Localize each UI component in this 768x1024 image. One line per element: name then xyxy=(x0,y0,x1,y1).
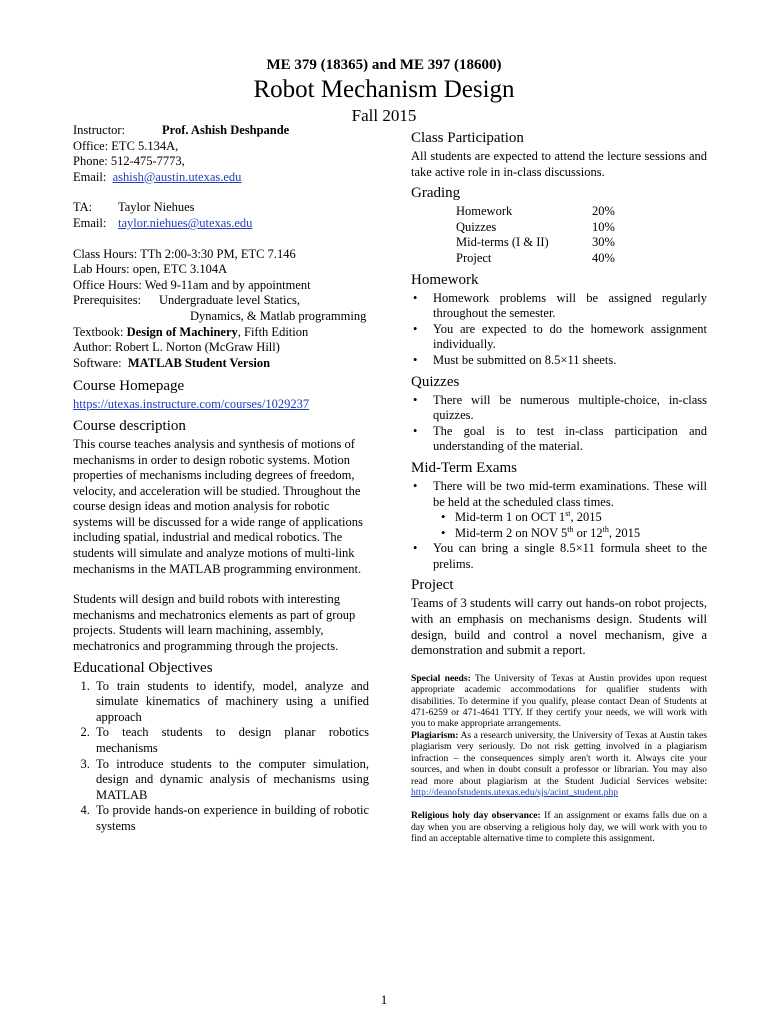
email-row xyxy=(73,170,369,186)
lab-hours: Lab Hours: open, ETC 3.104A xyxy=(73,262,228,277)
ta-email-label: Email: xyxy=(73,215,107,230)
page-number: 1 xyxy=(380,992,388,1007)
midterm-item-text: There will be two mid-term examinations. These will be held at the scheduled class times. xyxy=(433,478,707,509)
instructor-row xyxy=(73,123,369,139)
grading-item: Mid-terms (I & II) xyxy=(456,235,549,250)
description-para-1: This course teaches analysis and synthesis of motions of mechanisms in order to design robotic systems. Motion properties of mechanisms including degrees of freedom, velocity, and acceleration will be studied. Throughout the course design ideas and motion analysis for robotic systems will be discussed for a wide range of applications including spatial, industrial and medical robotics. The students will simulate and analyze motions of multi-link mechanisms in the MATLAB programming environment. xyxy=(73,436,363,576)
objective-item: 4. To provide hands-on experience in building of robotic systems xyxy=(93,803,369,834)
project-heading: Project xyxy=(411,577,454,594)
homework-heading: Homework xyxy=(411,271,479,288)
grading-heading: Grading xyxy=(411,185,461,202)
author-line: Author: Robert L. Norton (McGraw Hill) xyxy=(73,340,280,355)
prereq-row xyxy=(73,293,369,309)
textbook-row xyxy=(73,325,369,341)
holy-day-text: If an assignment or exams falls due on a day when you are observing a religious holy day, we will work with you to find an acceptable alternative time to complete this assignment. xyxy=(411,810,708,845)
course-term: Fall 2015 xyxy=(351,106,417,125)
grading-weight: 20% xyxy=(592,204,615,219)
email-label: Email: xyxy=(73,169,113,184)
participation-heading: Class Participation xyxy=(411,130,524,146)
objectives-list xyxy=(73,679,369,835)
midterms-heading: Mid-Term Exams xyxy=(411,459,518,476)
holy-day-note xyxy=(411,810,707,844)
ta-email-link[interactable]: taylor.niehues@utexas.edu xyxy=(118,215,253,230)
textbook-edition: , Fifth Edition xyxy=(237,324,309,339)
software-label: Software: xyxy=(73,355,128,370)
objectives-heading: Educational Objectives xyxy=(73,659,213,676)
office-hours: Office Hours: Wed 9-11am and by appointment xyxy=(73,277,311,292)
phone-line: Phone: 512-475-7773, xyxy=(73,154,185,169)
software-name: MATLAB Student Version xyxy=(127,355,271,370)
grading-row xyxy=(456,220,707,236)
midterm-item: • You can bring a single 8.5×11 formula sheet to the prelims. xyxy=(433,541,707,572)
grading-row xyxy=(456,235,707,251)
instructor-email-link[interactable]: ashish@austin.utexas.edu xyxy=(112,169,242,184)
quiz-item: • The goal is to test in-class participation and understanding of the material. xyxy=(433,424,707,455)
midterm-item xyxy=(433,479,707,541)
grading-weight: 30% xyxy=(592,235,615,250)
grading-row xyxy=(456,204,707,220)
participation-text: All students are expected to attend the lecture sessions and take active role in in-class discussions. xyxy=(411,149,707,179)
quizzes-heading: Quizzes xyxy=(411,373,460,390)
midterms-list xyxy=(411,479,707,573)
objective-item: 2. To teach students to design planar robotics mechanisms xyxy=(93,725,369,756)
quiz-item: • There will be numerous multiple-choice, in-class quizzes. xyxy=(433,393,707,424)
homepage-link[interactable]: https://utexas.instructure.com/courses/1029237 xyxy=(73,397,310,412)
ta-row xyxy=(73,200,369,216)
homework-item: • You are expected to do the homework assignment individually. xyxy=(433,322,707,353)
description-para-2: Students will design and build robots with interesting mechanisms and mechatronics elements as part of group projects. Students will learn machining, assembly, mechatronics and programming through the projects. xyxy=(73,592,356,654)
objective-item: 1. To train students to identify, model, analyze and simulate kinematics of machinery using a unified approach xyxy=(93,679,369,726)
midterm-date-1: • Mid-term 1 on OCT 1st, 2015 xyxy=(455,510,707,526)
grading-weight: 40% xyxy=(592,250,615,265)
plagiarism-link[interactable]: http://deanofstudents.utexas.edu/sjs/acint_student.php xyxy=(411,786,619,798)
plagiarism-text: As a research university, the University of Texas at Austin takes plagiarism very seriously. Do not risk getting involved in a plagiarism infraction – the consequences simply aren't worth it. Always cite your sources, and when in doubt consult a professor or librarian. You may also read more about plagiarism at the Student Judicial Services website: xyxy=(411,729,707,787)
instructor-label: Instructor: xyxy=(73,123,126,137)
right-column xyxy=(411,129,707,845)
project-text: Teams of 3 students will carry out hands-on robot projects, with an emphasis on mechanisms design. Students will design, build and control a novel mechanism, give a demonstration and submit a report. xyxy=(411,596,707,658)
homepage-heading: Course Homepage xyxy=(73,378,185,395)
special-needs-note xyxy=(411,673,707,730)
office-line: Office: ETC 5.134A, xyxy=(73,138,179,153)
prereq-label: Prerequisites: xyxy=(73,293,142,308)
left-column xyxy=(73,123,369,835)
special-needs-text: The University of Texas at Austin provides upon request appropriate academic accommodations for qualifier students with disabilities. To determine if you qualify, please contact Dean of Students at 471-6259 or 471-4641 TTY. If they certify your needs, we will work with you to make appropriate arrangements. xyxy=(411,672,707,730)
ta-label: TA: xyxy=(73,200,93,215)
grading-weight: 10% xyxy=(592,219,615,234)
grading-item: Homework xyxy=(456,204,513,219)
instructor-name: Prof. Ashish Deshpande xyxy=(162,123,290,137)
software-row xyxy=(73,356,369,372)
prereq-line-1: Undergraduate level Statics, xyxy=(159,293,301,308)
holy-day-label: Religious holy day observance: xyxy=(411,810,541,822)
homework-item: • Must be submitted on 8.5×11 sheets. xyxy=(433,353,707,369)
grading-table xyxy=(456,204,707,266)
homework-list xyxy=(411,291,707,369)
course-title: Robot Mechanism Design xyxy=(253,76,515,103)
prereq-line-2: Dynamics, & Matlab programming xyxy=(190,308,367,323)
ta-email-row xyxy=(73,216,369,232)
description-heading: Course description xyxy=(73,417,186,434)
midterm-date-2: • Mid-term 2 on NOV 5th or 12th, 2015 xyxy=(455,526,707,542)
class-hours: Class Hours: TTh 2:00-3:30 PM, ETC 7.146 xyxy=(73,246,296,261)
ta-name: Taylor Niehues xyxy=(118,200,195,215)
special-needs-label: Special needs: xyxy=(411,672,471,684)
grading-item: Quizzes xyxy=(456,219,497,234)
textbook-title: Design of Machinery xyxy=(126,324,238,339)
plagiarism-label: Plagiarism: xyxy=(411,729,459,741)
objective-item: 3. To introduce students to the computer simulation, design and dynamic analysis of mechanisms using MATLAB xyxy=(93,757,369,804)
course-numbers: ME 379 (18365) and ME 397 (18600) xyxy=(266,57,502,73)
textbook-label: Textbook: xyxy=(73,324,127,339)
plagiarism-note xyxy=(411,730,707,798)
midterm-dates xyxy=(433,510,707,541)
homework-item: • Homework problems will be assigned regularly throughout the semester. xyxy=(433,291,707,322)
grading-row xyxy=(456,251,707,267)
grading-item: Project xyxy=(456,250,492,265)
quizzes-list xyxy=(411,393,707,455)
